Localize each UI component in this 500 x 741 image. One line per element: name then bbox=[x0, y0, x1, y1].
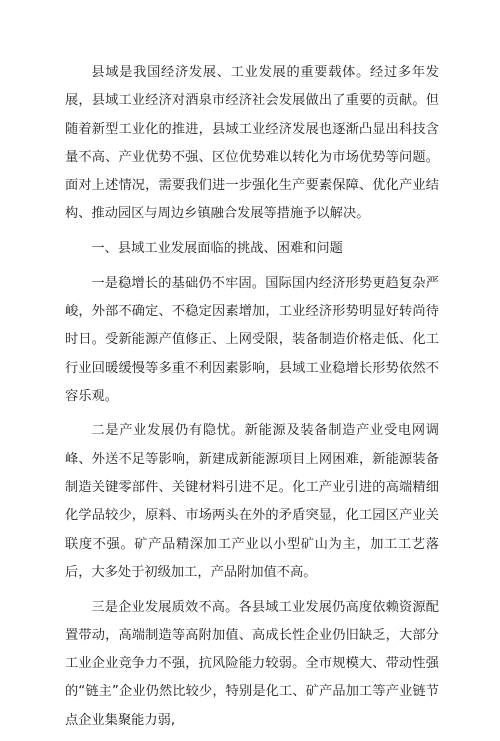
point-two-paragraph: 二是产业发展仍有隐忧。新能源及装备制造产业受电网调峰、外送不足等影响，新建成新能源项目上网困难，新能源装备制造关键零部件、关键材料引进不足。化工产业引进的高端精细化学品较少，原料、市场两头在外的矛盾突显，化工园区产业关联度不强。矿产品精深加工产业以小型矿山为主，加工工艺落后，大多处于初级加工，产品附加值不高。 bbox=[65, 423, 439, 580]
point-three-paragraph: 三是企业发展质效不高。各县域工业发展仍高度依赖资源配置带动，高端制造等高附加值、高成长性企业仍旧缺乏，大部分工业企业竞争力不强，抗风险能力较弱。全市规模大、带动性强的“链主”企业仍然比较少，特别是化工、矿产品加工等产业链节点企业集聚能力弱, bbox=[65, 599, 439, 728]
section-heading: 一、县域工业发展面临的挑战、困难和问题 bbox=[91, 241, 343, 257]
intro-paragraph: 县域是我国经济发展、工业发展的重要载体。经过多年发展，县域工业经济对酒泉市经济社会发展做出了重要的贡献。但随着新型工业化的推进，县域工业经济发展也逐渐凸显出科技含量不高、产业优势不强、区位优势难以转化为市场优势等问题。面对上述情况，需要我们进一步强化生产要素保障、优化产业结构、推动园区与周边乡镇融合发展等措施予以解决。 bbox=[65, 65, 439, 222]
document-body bbox=[65, 59, 439, 741]
point-one-paragraph: 一是稳增长的基础仍不牢固。国际国内经济形势更趋复杂严峻，外部不确定、不稳定因素增加，工业经济形势明显好转尚待时日。受新能源产值修正、上网受限，装备制造价格走低、化工行业回暖缓慢等多重不利因素影响，县域工业稳增长形势依然不容乐观。 bbox=[65, 275, 439, 404]
